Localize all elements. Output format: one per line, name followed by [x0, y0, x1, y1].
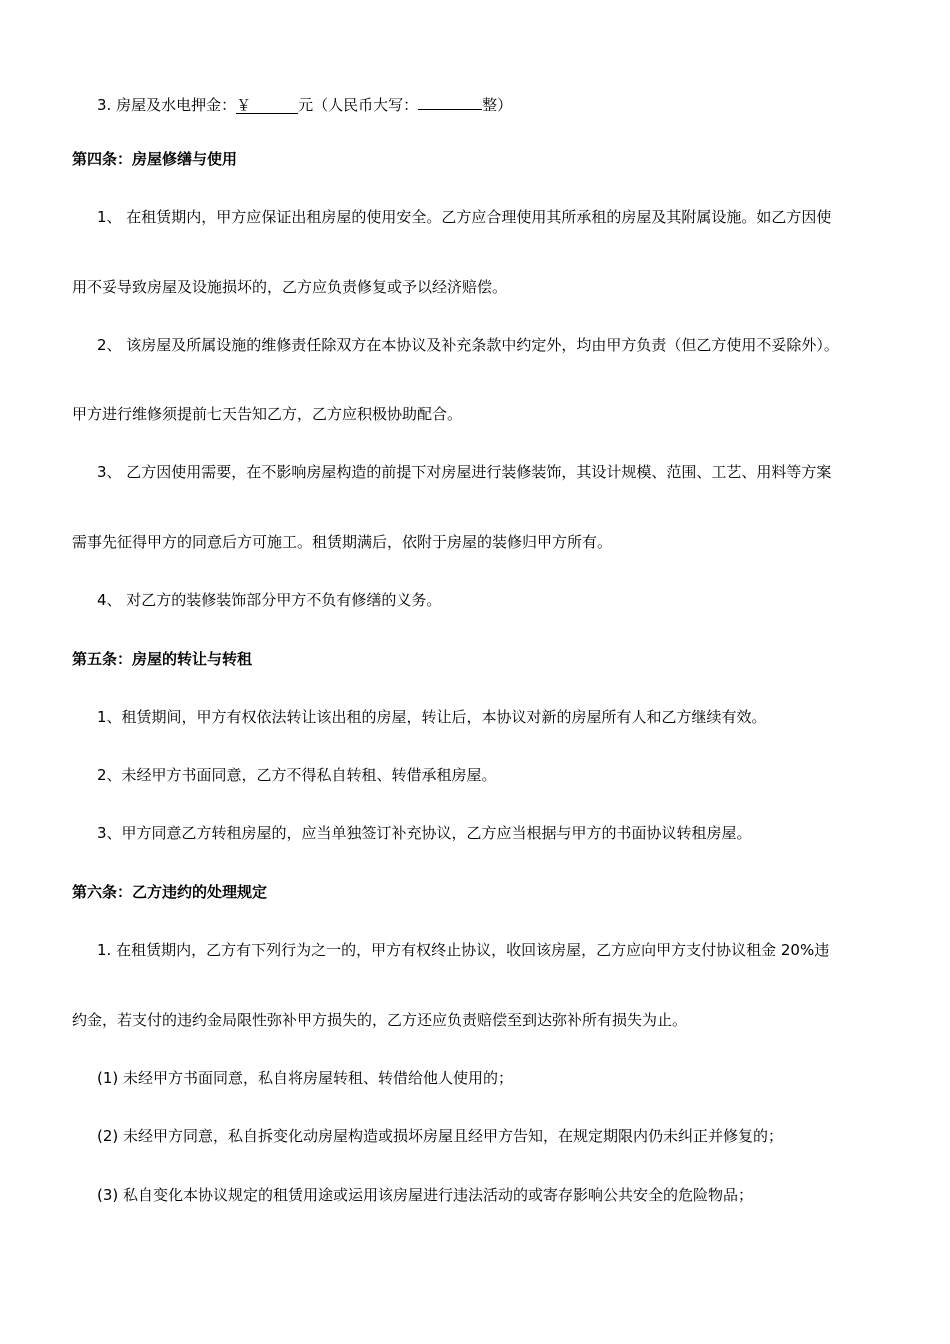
deposit-suffix: 整）	[482, 96, 513, 114]
s4-paragraph-2-line-2: 甲方进行维修须提前七天告知乙方，乙方应积极协助配合。	[72, 405, 463, 423]
s6-paragraph-1-line-1: 1. 在租赁期内，乙方有下列行为之一的，甲方有权终止协议，收回该房屋，乙方应向甲方支付协议租金 20%违	[97, 941, 830, 959]
currency-symbol: ￥	[236, 96, 252, 114]
s4-paragraph-3-line-1: 3、 乙方因使用需要，在不影响房屋构造的前提下对房屋进行装修装饰，其设计规模、范围、工艺、用料等方案	[97, 463, 832, 481]
deposit-middle: 元（人民币大写：	[298, 96, 419, 114]
s4-paragraph-2-line-1: 2、 该房屋及所属设施的维修责任除双方在本协议及补充条款中约定外，均由甲方负责（但乙方使用不妥除外）。	[97, 336, 839, 354]
section-6-title: 第六条：乙方违约的处理规定	[72, 883, 268, 901]
s6-item-3: (3) 私自变化本协议规定的租赁用途或运用该房屋进行违法活动的或寄存影响公共安全的危险物品；	[97, 1186, 754, 1204]
s6-paragraph-1-line-2: 约金，若支付的违约金局限性弥补甲方损失的，乙方还应负责赔偿至到达弥补所有损失为止。	[72, 1011, 688, 1029]
section-4-title: 第四条：房屋修缮与使用	[72, 150, 238, 168]
s5-paragraph-2: 2、未经甲方书面同意，乙方不得私自转租、转借承租房屋。	[97, 766, 497, 784]
deposit-line	[97, 91, 512, 115]
deposit-amount-blank	[236, 95, 298, 114]
s6-item-2: (2) 未经甲方同意，私自拆变化动房屋构造或损坏房屋且经甲方告知，在规定期限内仍未纠正并修复的；	[97, 1127, 784, 1145]
s6-item-1: (1) 未经甲方书面同意，私自将房屋转租、转借给他人使用的；	[97, 1069, 514, 1087]
s4-paragraph-3-line-2: 需事先征得甲方的同意后方可施工。租赁期满后，依附于房屋的装修归甲方所有。	[72, 533, 613, 551]
section-5-title: 第五条：房屋的转让与转租	[72, 650, 253, 668]
s5-paragraph-3: 3、甲方同意乙方转租房屋的，应当单独签订补充协议，乙方应当根据与甲方的书面协议转租房屋。	[97, 824, 752, 842]
s4-paragraph-4: 4、 对乙方的装修装饰部分甲方不负有修缮的义务。	[97, 591, 442, 609]
deposit-prefix: 3. 房屋及水电押金：	[97, 96, 237, 114]
s4-paragraph-1-line-1: 1、 在租赁期内，甲方应保证出租房屋的使用安全。乙方应合理使用其所承租的房屋及其附属设施。如乙方因使	[97, 208, 832, 226]
s4-paragraph-1-line-2: 用不妥导致房屋及设施损坏的，乙方应负责修复或予以经济赔偿。	[72, 278, 508, 296]
s5-paragraph-1: 1、租赁期间，甲方有权依法转让该出租的房屋，转让后，本协议对新的房屋所有人和乙方继续有效。	[97, 708, 767, 726]
deposit-uppercase-blank	[418, 91, 482, 110]
